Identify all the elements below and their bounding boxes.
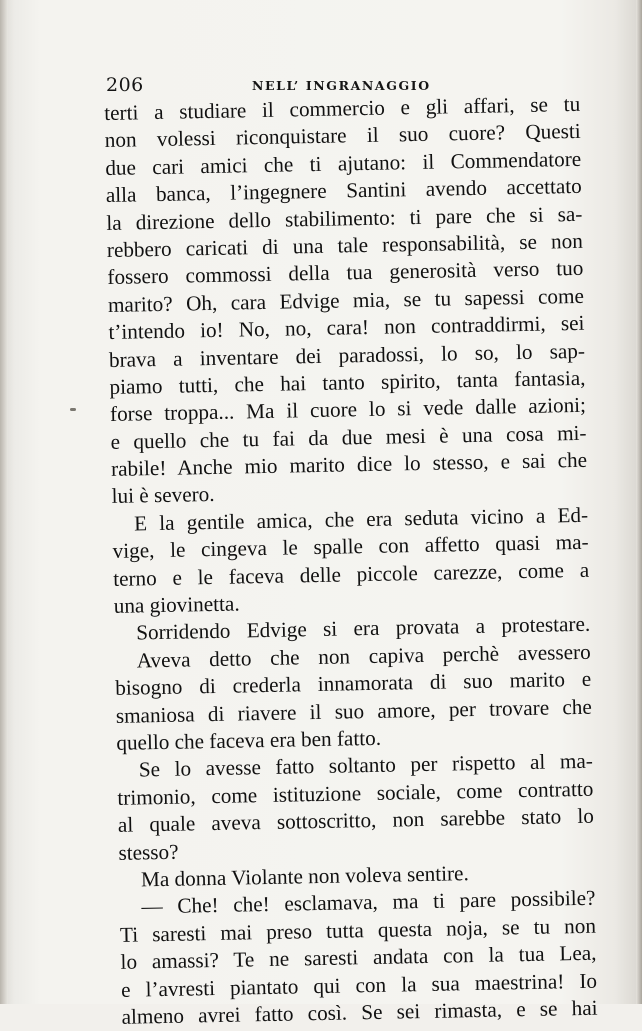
text-line: lo amassi? Te ne saresti andata con la tua Lea, — [120, 940, 597, 974]
text-line: Aveva detto che non capiva perchè avessero — [136, 639, 591, 673]
text-line: terti a studiare il commercio e gli affari, se tu — [104, 91, 581, 125]
text-line: marito? Oh, cara Edvige mia, se tu sapessi come — [107, 283, 585, 317]
text-line: E la gentile amica, che era seduta vicino a Ed- — [133, 502, 589, 536]
text-line: stesso? — [118, 839, 179, 865]
running-title: NELL’ INGRANAGGIO — [252, 78, 431, 93]
text-line: due cari amici che ti ajutano: il Commendatore — [105, 146, 582, 180]
page-right-edge — [636, 0, 642, 1004]
text-line: Ti saresti mai preso tutta questa noja, se tu non — [119, 913, 597, 947]
text-line: e quello che tu fai da due mesi è una cosa mi- — [110, 420, 587, 454]
text-line: piamo tutti, che hai tanto spirito, tanta fantasia, — [109, 365, 586, 399]
text-line: Se lo avesse fatto soltanto per rispetto al ma- — [138, 749, 594, 782]
text-line: vige, le cingeva le spalle con affetto quasi ma- — [112, 530, 589, 564]
ink-smudge — [70, 408, 76, 411]
text-line: Sorridendo Edvige si era provata a protestare. — [136, 612, 591, 645]
text-line: almeno avrei fatto così. Se sei rimasta, e se hai — [121, 995, 598, 1029]
text-line: rebbero caricati di una tale responsabilità, se non — [106, 228, 584, 262]
body-text — [104, 91, 598, 1031]
text-line: trimonio, come istituzione sociale, come contratto — [117, 776, 594, 810]
text-line: alla banca, l’ingegnere Santini avendo accettato — [105, 174, 582, 208]
text-line: rabile! Anche mio marito dice lo stesso, e sai che — [110, 447, 588, 482]
text-line: terno e le faceva delle piccole carezze, come a — [112, 557, 590, 591]
text-line: lui è severo. — [111, 482, 215, 509]
text-line: quello che faceva era ben fatto. — [116, 725, 382, 755]
text-line: al quale aveva sottoscritto, non sarebbe stato lo — [117, 803, 595, 838]
text-line: — Che! che! esclamava, ma ti pare possibile? — [141, 886, 596, 919]
text-line: la direzione dello stabilimento: ti pare che si sa- — [106, 201, 583, 235]
page-number: 206 — [106, 74, 144, 96]
text-line: smaniosa di riavere il suo amore, per trovare che — [115, 694, 592, 728]
text-line: bisogno di crederla innamorata di suo marito e — [115, 666, 592, 701]
text-line: e l’avresti piantato qui con la sua maestrina! Io — [120, 968, 598, 1002]
text-line: Ma donna Violante non voleva sentire. — [140, 861, 469, 892]
text-line: t’intendo io! No, no, cara! non contraddirmi, sei — [108, 310, 585, 345]
page-left-edge — [0, 0, 8, 1004]
text-line: forse troppa... Ma il cuore lo si vede dalle azioni; — [109, 393, 587, 427]
text-line: brava a inventare dei paradossi, lo so, lo sap- — [108, 338, 586, 372]
text-line: non volessi riconquistare il suo cuore? Questi — [104, 119, 581, 153]
text-line: una giovinetta. — [113, 591, 240, 618]
text-line: fossero commossi della tua generosità verso tuo — [107, 256, 584, 290]
